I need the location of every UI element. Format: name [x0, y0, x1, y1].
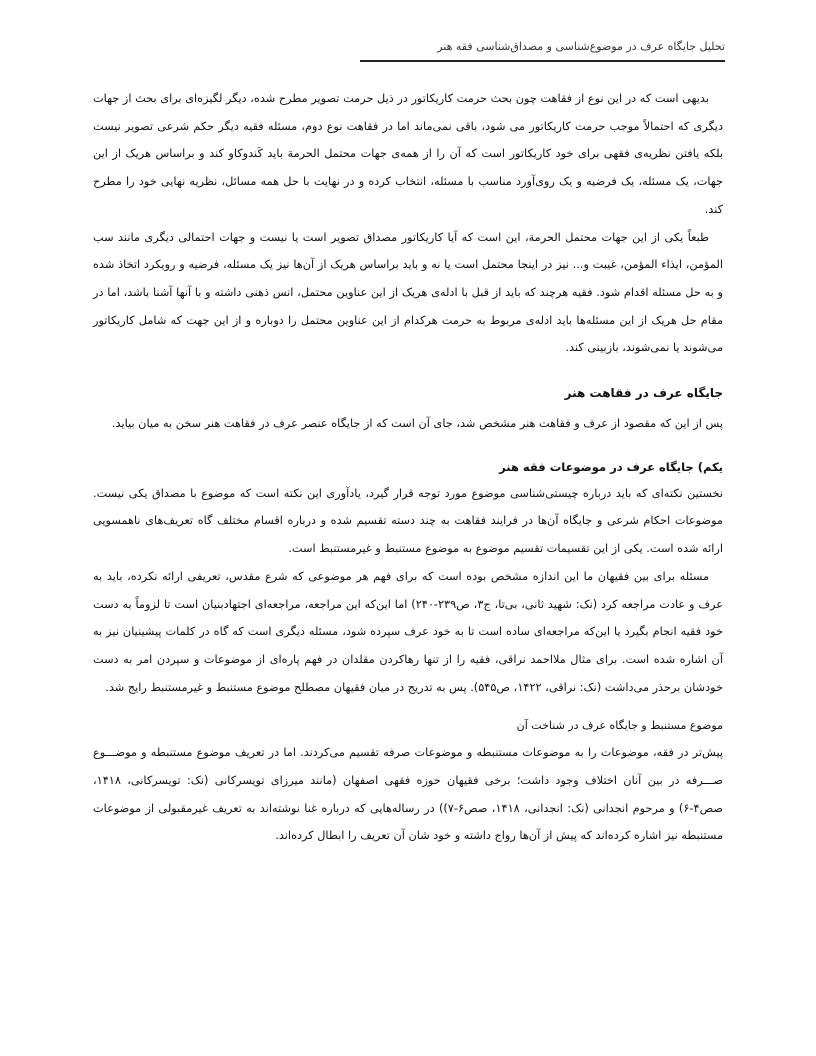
- section-heading: جایگاه عرف در فقاهت هنر: [564, 386, 723, 401]
- paragraph-3: پس از این که مقصود از عرف و فقاهت هنر مشخص شد، جای آن است که از جایگاه عنصر عرف در فقاهت هنر سخن به میان بیاید.: [111, 417, 723, 431]
- header-rule: [360, 60, 725, 62]
- paragraph-5: مسئله برای بین فقیهان ما این اندازه مشخص بوده است که برای فهم هر موضوعی که شرع مقدس، تعریفی ارائه نکرده، باید به عرف و عادت مراجعه کرد (نک: شهید ثانی، بی‌تا، ج۳، ص۲۳۹-۲۴۰) اما این‌که این مراجعه، مراجعه‌ای اجتهادبنیان است تا لزوماً به دست خود فقیه انجام بگیرد یا این‌که مراجعه‌ای ساده است تا به خود عرف سپرده شود، مسئله دیگری است که گاه در کلمات پیشینیان نیز به آن اشاره شده است. برای مثال ملااحمد نراقی، فقیه را از تنها رهاکردن مقلدان در فهم پاره‌ای از موضوعات و سپردن امر به دست خودشان برحذر می‌داشت (نک: نراقی، ۱۴۲۲، ص۵۴۵). پس به تدریج در میان فقیهان مصطلح موضوع مستنبط و غیرمستنبط رایج شد.: [93, 569, 723, 694]
- subsection-heading: یکم) جایگاه عرف در موضوعات فقه هنر: [499, 459, 723, 474]
- paragraph-2: طبعاً یکی از این جهات محتمل الحرمة، این است که آیا کاریکاتور مصداق تصویر است یا نیست و جهات احتمالی دیگری مانند سب المؤمن، ایذاء المؤمن، غیبت و... نیز در اینجا محتمل است یا نه و باید براساس هریک از آن‌ها نیز یک مسئله، فرضیه و رویکرد اتخاذ شده و به حل مسئله اقدام شود. فقیه هرچند که باید از قبل با ادله‌ی هریک از این عناوین محتمل، انس ذهنی داشته و با آنها آشنا باشد، اما در مقام حل هریک از این مسئله‌ها باید ادله‌ی مربوط به حرمت هرکدام از این عناوین محتمل را دوباره و از این جهت که شامل کاریکاتور می‌شوند یا نمی‌شوند، بازبینی کند.: [93, 230, 723, 355]
- body-text: [93, 85, 723, 850]
- sub-subsection-heading: موضوع مستنبط و جایگاه عرف در شناخت آن: [516, 719, 723, 733]
- running-header: تحلیل جایگاه عرف در موضوع‌شناسی و مصداق‌شناسی فقه هنر: [437, 40, 725, 53]
- paragraph-6: پیش‌تر در فقه، موضوعات را به موضوعات مستنبطه و موضوعات صرفه تقسیم می‌کردند. اما در تعریف موضوع مستنبطه و موضـــوع صـــرفه در بین آنان اختلاف وجود داشت؛ برخی فقیهان حوزه فقهی اصفهان (مانند میرزای تویسرکانی (نک: تویسرکانی، ۱۴۱۸، صص۴-۶) و مرحوم انجدانی (نک: انجدانی، ۱۴۱۸، صص۶-۷)) در رساله‌هایی که درباره غنا نوشته‌اند به تعریف غیرمقبولی از موضوعات مستنبطه نیز اشاره کرده‌اند که پیش از آن‌ها رواج داشته و خود شان آن تعریف را ابطال کرده‌اند.: [93, 746, 724, 843]
- paragraph-4: نخستین نکته‌ای که باید درباره چیستی‌شناسی موضوع مورد توجه قرار گیرد، یادآوری این نکته است که موضوع با مصداق یکی نیست. موضوعات احکام شرعی و جایگاه آن‌ها در فرایند فقاهت به چند دسته تقسیم شده و درباره اقسام مختلف گاه تعریف‌های ناهمسویی ارائه شده است. یکی از این تقسیمات تقسیم موضوع به موضوع مستنبط و غیرمستنبط است.: [93, 486, 723, 556]
- paragraph-1: بدیهی است که در این نوع از فقاهت چون بحث حرمت کاریکاتور در ذیل حرمت تصویر مطرح شده، دیگر لگیزه‌ای برای بحث از جهات دیگری که احتمالاً موجب حرمت کاریکاتور می شود، باقی نمی‌ماند اما در فقاهت نوع دوم، مسئله فقیه دیگر حکم شرعی تصویر نیست بلکه یافتن نظریه‌ی فقهی برای خود کاریکاتور است که آن را از همه‌ی جهات محتمل الحرمة باید کَندوکاو کند و براساس هریک از این جهات، یک مسئله، یک فرضیه و یک روی‌آورد مناسب با مسئله، انتخاب کرده و در نهایت با حل همه مسائل، نظریه نهایی خود را مطرح کند.: [93, 92, 723, 216]
